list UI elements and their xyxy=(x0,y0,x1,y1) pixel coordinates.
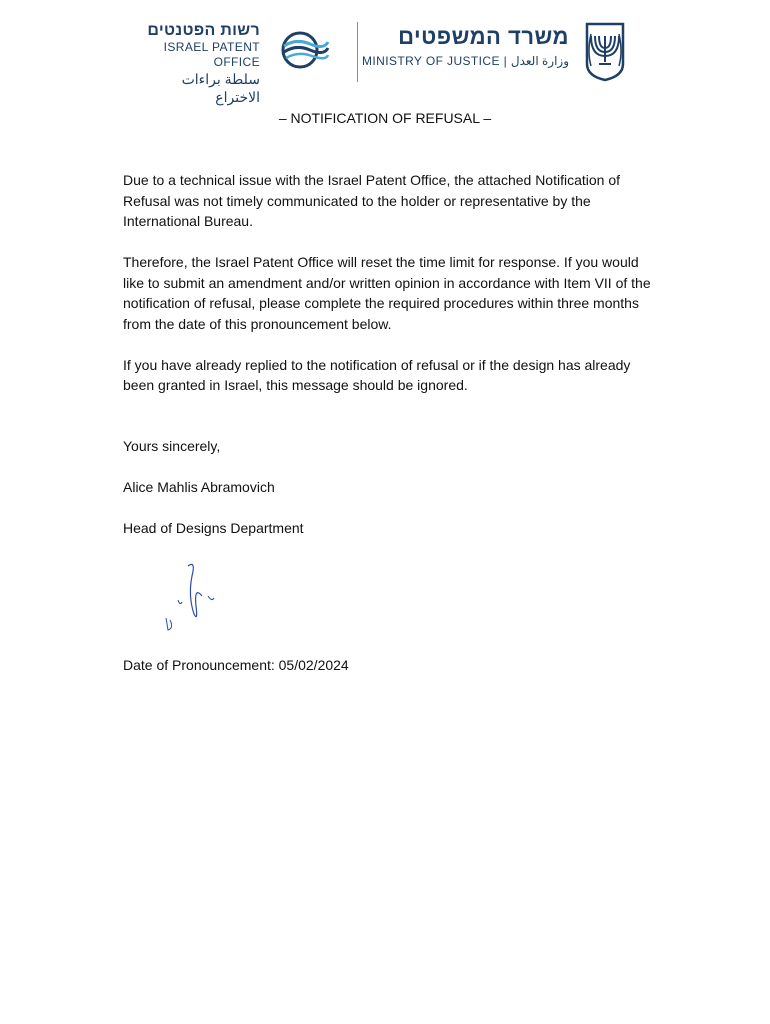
ministry-of-justice-logo xyxy=(362,22,633,82)
menorah-emblem-icon xyxy=(583,22,627,82)
israel-patent-office-logo xyxy=(140,22,330,105)
paragraph-technical-issue: Due to a technical issue with the Israel Patent Office, the attached Notification of Refusal was not timely communicated to the holder or representative by the International Bureau. xyxy=(123,172,621,229)
letterhead xyxy=(0,0,770,105)
letter-closing xyxy=(123,436,304,559)
waves-logo-icon xyxy=(278,28,330,72)
signatory-name: Alice Mahlis Abramovich xyxy=(123,479,275,495)
closing-salutation: Yours sincerely, xyxy=(123,438,221,454)
moj-separator: | xyxy=(503,54,508,68)
ipo-name-english: ISRAEL PATENT OFFICE xyxy=(163,40,260,69)
moj-name-hebrew: משרד המשפטים xyxy=(398,24,569,49)
header-divider xyxy=(357,22,358,82)
date-of-pronouncement: Date of Pronouncement: 05/02/2024 xyxy=(123,657,349,673)
paragraph-time-limit-reset: Therefore, the Israel Patent Office will reset the time limit for response. If you would like to submit an amendment and/or written opinion in accordance with Item VII of the notification of refusal, please complete the required procedures within three months from the date of this pronouncement below. xyxy=(123,254,651,332)
moj-name-arabic: وزارة العدل xyxy=(510,54,569,68)
paragraph-ignore-notice: If you have already replied to the notification of refusal or if the design has already been granted in Israel, this message should be ignored. xyxy=(123,356,631,393)
ipo-name-hebrew: רשות הפטנטים xyxy=(147,22,260,39)
ipo-name-block xyxy=(140,22,260,106)
moj-name-english: MINISTRY OF JUSTICE xyxy=(362,54,500,68)
signatory-title: Head of Designs Department xyxy=(123,520,304,536)
ipo-name-arabic: سلطة براءات الاختراع xyxy=(181,71,260,105)
document-title: – NOTIFICATION OF REFUSAL – xyxy=(278,110,492,126)
moj-subtitle xyxy=(362,54,569,68)
handwritten-signature xyxy=(158,556,228,636)
letter-body xyxy=(123,170,653,416)
